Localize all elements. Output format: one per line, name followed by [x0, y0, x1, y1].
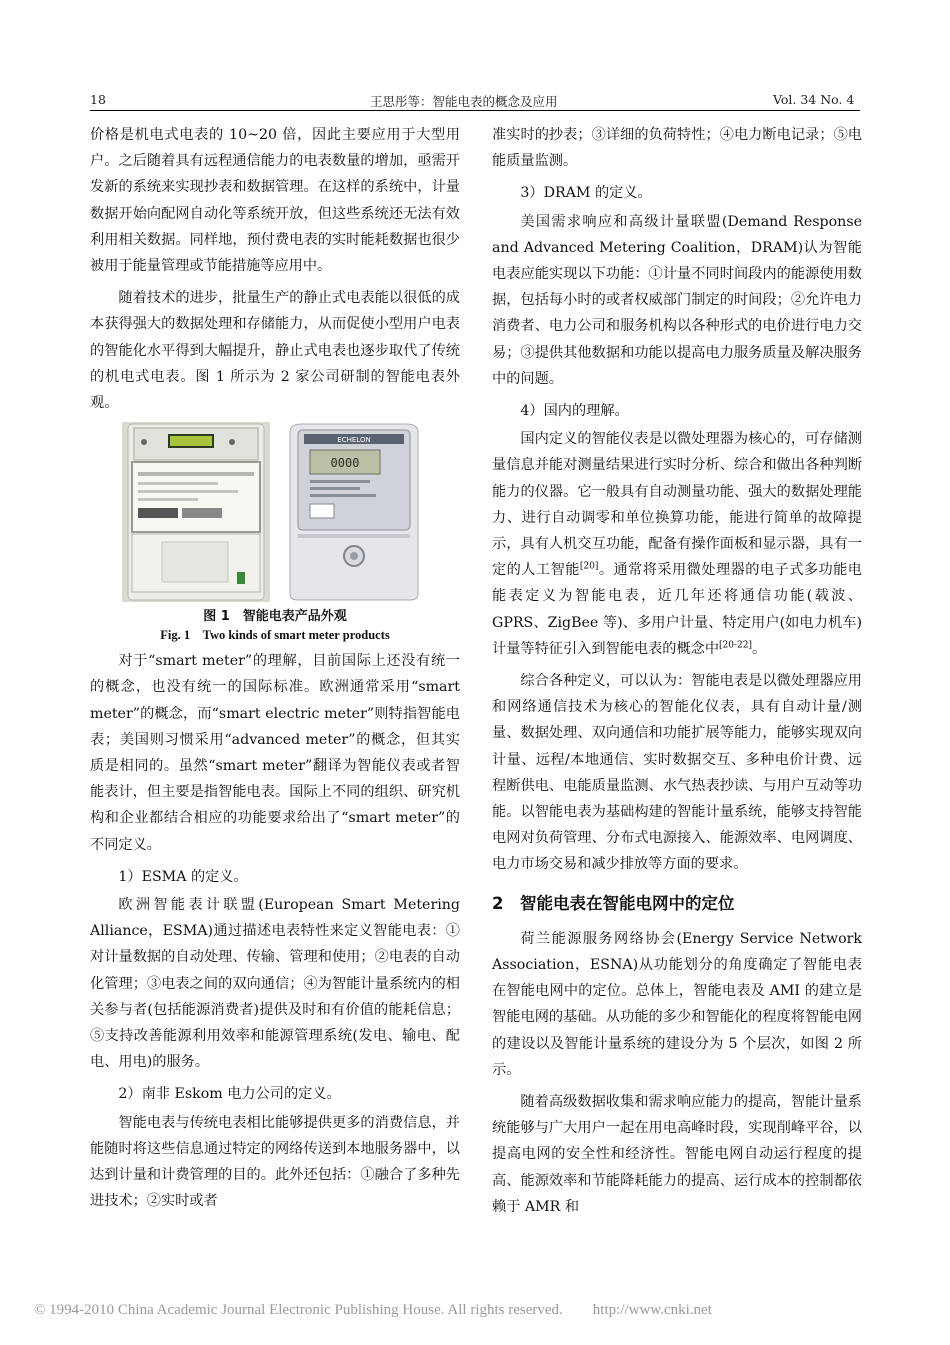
paragraph: 欧洲智能表计联盟(European Smart Metering Alliance，ESMA)通过描述电表特性来定义智能电表：①对计量数据的自动处理、传输、管理和使用；②电表的自动化管理；③电表之间的双向通信；④为智能计量系统内的相关参与者(包括能源消费者)提供及时和有价值的能耗信息；⑤支持改善能源利用效率和能源管理系统(发电、输电、配电、用电)的服务。: [90, 897, 460, 1071]
paragraph: 对于“smart meter”的理解，目前国际上还没有统一的概念，也没有统一的国际标准。欧洲通常采用“smart meter”的概念，而“smart electric meter”则特指智能电表；美国则习惯采用“advanced meter”的概念，但其实质是相同的。虽然“smart meter”翻译为智能仪表或者智能表计，但主要是指智能电表。国际上不同的组织、研究机构和企业都结合相应的功能要求给出了“smart meter”的不同定义。: [90, 653, 460, 853]
meter-brand-label: ECHELON: [337, 436, 371, 445]
paragraph: 随着高级数据收集和需求响应能力的提高，智能计量系统能够与广大用户一起在用电高峰时段，实现削峰平谷，以提高电网的安全性和经济性。智能电网自动运行程度的提高、能源效率和节能降耗能力的提高、运行成本的控制都依赖于 AMR 和: [492, 1093, 862, 1215]
subheading: 3）DRAM 的定义。: [520, 185, 652, 202]
smart-meter-photo-2: [280, 422, 428, 602]
page-number: 18: [90, 92, 106, 107]
figure-1: [90, 422, 460, 644]
meter-display: 0000: [330, 456, 360, 471]
paragraph: 美国需求响应和高级计量联盟(Demand Response and Advanced Metering Coalition，DRAM)认为智能电表应能实现以下功能：①计量不同时间段内的能源使用数据，包括每小时的或者权威部门制定的时间段；②允许电力消费者、电力公司和服务机构以各种形式的电价进行电力交易；③提供其他数据和功能以提高电力服务质量及解决服务中的问题。: [492, 213, 862, 387]
citation: [20-22]: [719, 640, 752, 651]
copyright-footer: © 1994-2010 China Academic Journal Electronic Publishing House. All rights reserved. http://www.cnki.net: [34, 1302, 712, 1318]
paragraph: 综合各种定义，可以认为：智能电表是以微处理器应用和网络通信技术为核心的智能化仪表，具有自动计量/测量、数据处理、双向通信和功能扩展等能力，能够实现双向计量、远程/本地通信、实时数据交互、多种电价计费、远程断供电、电能质量监测、水气热表抄读、与用户互动等功能。以智能电表为基础构建的智能计量系统，能够支持智能电网对负荷管理、分布式电源接入、能源效率、电网调度、电力市场交易和减少排放等方面的要求。: [492, 673, 862, 873]
paragraph: 智能电表与传统电表相比能够提供更多的消费信息，并能随时将这些信息通过特定的网络传送到本地服务器中，以达到计量和计费管理的目的。此外还包括：①融合了多种先进技术；②实时或者: [90, 1114, 460, 1210]
paragraph: 价格是机电式电表的 10~20 倍，因此主要应用于大型用户。之后随着具有远程通信能力的电表数量的增加，亟需开发新的系统来实现抄表和数据管理。在这样的系统中，计量数据开始向配网自动化等系统开放，但这些系统还无法有效利用相关数据。同样地，预付费电表的实时能耗数据也很少被用于能量管理或节能措施等应用中。: [90, 127, 460, 275]
paragraph: 随着技术的进步，批量生产的静止式电表能以很低的成本获得强大的数据处理和存储能力，从而促使小型用户电表的智能化水平得到大幅提升，静止式电表也逐步取代了传统的机电式电表。图 1 所示为 2 家公司研制的智能电表外观。: [90, 290, 460, 412]
figure-caption-en: Fig. 1 Two kinds of smart meter products: [160, 628, 390, 643]
smart-meter-photo-1: [122, 422, 270, 602]
volume-info: Vol. 34 No. 4: [773, 92, 855, 107]
paragraph: 荷兰能源服务网络协会(Energy Service Network Association，ESNA)从功能划分的角度确定了智能电表在智能电网中的定位。总体上，智能电表及 AMI 的建立是智能电网的基础。从功能的多少和智能化的程度将智能电网的建设以及智能计量系统的建设分为 5 个层次，如图 2 所示。: [492, 930, 862, 1078]
running-title: 王思彤等：智能电表的概念及应用: [370, 94, 558, 109]
subheading: 2）南非 Eskom 电力公司的定义。: [118, 1086, 341, 1103]
paragraph-text: 国内定义的智能仪表是以微处理器为核心的，可存储测量信息并能对测量结果进行实时分析、综合和做出各种判断能力的仪器。它一般具有自动测量功能、强大的数据处理能力、进行自动调零和单位换算功能，能进行简单的故障提示，具有人机交互功能，配备有操作面板和显示器，具有一定的人工智能: [492, 431, 862, 579]
figure-caption-cn: 图 1 智能电表产品外观: [203, 609, 347, 625]
subheading: 4）国内的理解。: [520, 403, 629, 420]
header-rule: [90, 110, 860, 111]
paragraph: 准实时的抄表；③详细的负荷特性；④电力断电记录；⑤电能质量监测。: [492, 127, 862, 170]
paragraph-text: 。: [751, 640, 767, 657]
right-column: [492, 122, 862, 1226]
paragraph-text: 。通常将采用微处理器的电子式多功能电能表定义为智能电表，近几年还将通信功能(载波、GPRS、ZigBee 等)、多用户计量、特定用户(如电力机车)计量等特征引入到智能电表的概念中: [492, 562, 862, 657]
paragraph: [492, 426, 862, 662]
left-column: [90, 122, 460, 1221]
section-heading: 2 智能电表在智能电网中的定位: [492, 893, 735, 913]
citation: [20]: [579, 561, 599, 572]
subheading: 1）ESMA 的定义。: [118, 868, 248, 885]
